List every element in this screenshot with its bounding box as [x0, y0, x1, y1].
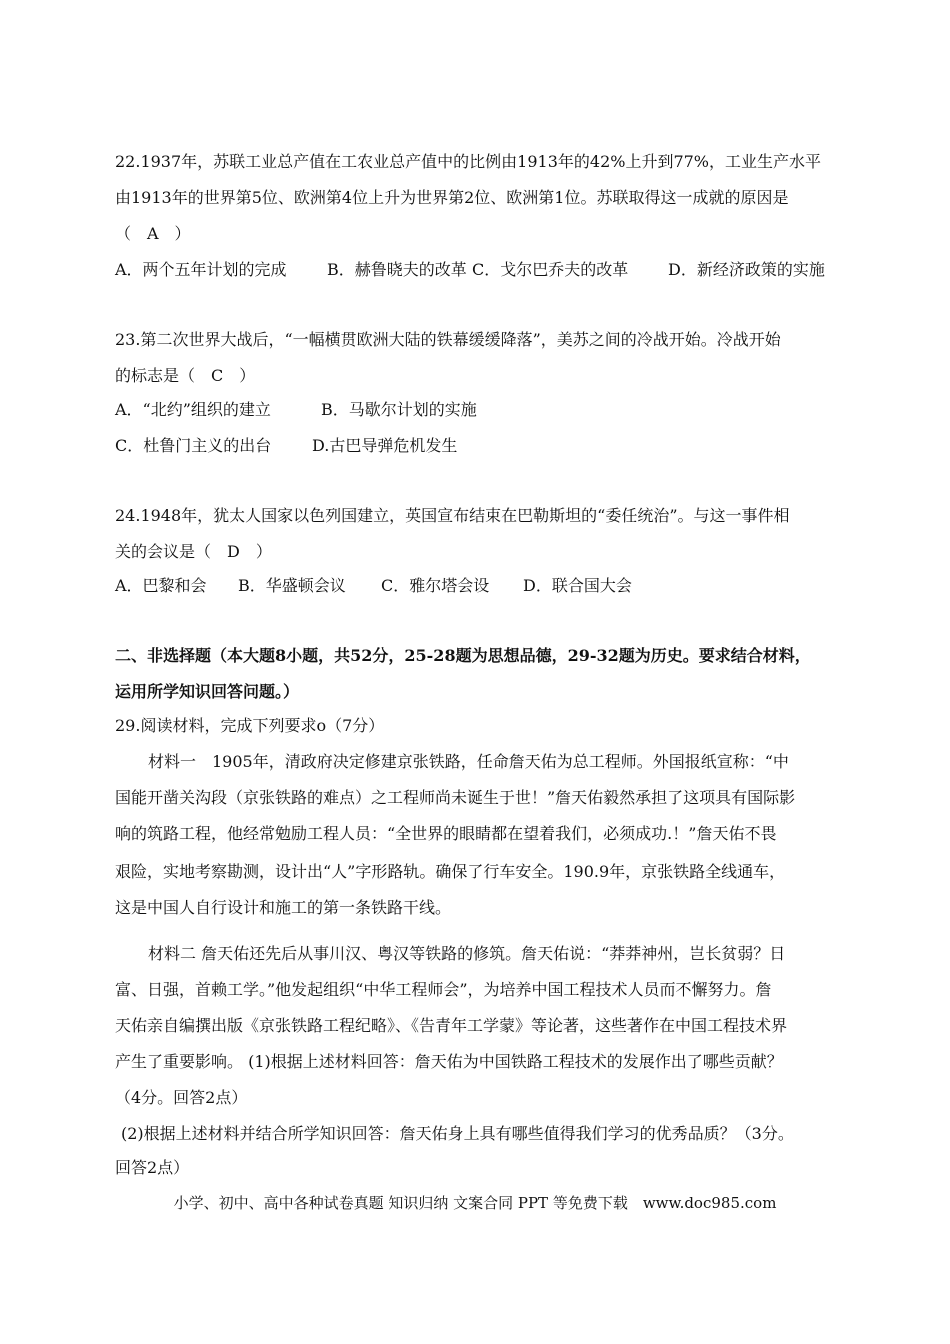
page-footer: 小学、初中、高中各种试卷真题 知识归纳 文案合同 PPT 等免费下载 www.doc985.com: [173, 1194, 777, 1212]
q29-material2-line3: 天佑亲自编撰出版《京张铁路工程纪略》、《告青年工学蒙》等论著，这些著作在中国工程技术界: [115, 1016, 788, 1035]
q23-option-d: D.古巴导弹危机发生: [312, 436, 458, 455]
q29-material1-line3: 响的筑路工程，他经常勉励工程人员：“全世界的眼睛都在望着我们，必须成功.！”詹天佑不畏: [115, 824, 777, 843]
q22-option-a: A．两个五年计划的完成: [115, 260, 287, 279]
q29-material1-line4: 艰险，实地考察勘测，设计出“人”字形路轨。确保了行车安全。190.9年，京张铁路全线通车，: [115, 862, 786, 881]
q23-line2: 的标志是（ C ）: [115, 366, 256, 385]
section2-heading-line1: 二、非选择题（本大题8小题，共52分，25-28题为思想品德，29-32题为历史。要求结合材料，: [115, 646, 811, 665]
q23-option-c: C．杜鲁门主义的出台: [115, 436, 272, 455]
q24-line1: 24.1948年，犹太人国家以色列国建立，英国宣布结束在巴勒斯坦的“委任统治”。与这一事件相: [115, 506, 790, 525]
q22-options: [115, 260, 825, 280]
q29-material1-line2: 国能开凿关沟段（京张铁路的难点）之工程师尚未诞生于世！”詹天佑毅然承担了这项具有国际影: [115, 788, 796, 807]
q23-options-row2: [115, 436, 457, 456]
q29-material1-line1: 材料一 1905年，清政府决定修建京张铁路，任命詹天佑为总工程师。外国报纸宣称：“中: [148, 752, 789, 771]
q29-material2-line5: （4分。回答2点）: [115, 1088, 248, 1107]
q22-option-d: D．新经济政策的实施: [668, 260, 825, 279]
q23-option-a: A．“北约”组织的建立: [115, 400, 271, 419]
q23-option-b: B．马歇尔计划的实施: [321, 400, 477, 419]
q23-options-row1: [115, 400, 477, 420]
q22-answer: （ A ）: [115, 224, 191, 243]
q24-options: [115, 576, 632, 596]
q29-subquestion2-line1: (2)根据上述材料并结合所学知识回答：詹天佑身上具有哪些值得我们学习的优秀品质？（3分。: [121, 1124, 794, 1143]
q23-line1: 23.第二次世界大战后，“一幅横贯欧洲大陆的铁幕缓缓降落”，美苏之间的冷战开始。冷战开始: [115, 330, 781, 349]
q29-material2-line2: 富、日强，首赖工学。”他发起组织“中华工程师会”，为培养中国工程技术人员而不懈努力。詹: [115, 980, 772, 999]
q29-material2-line1: 材料二 詹天佑还先后从事川汉、粤汉等铁路的修筑。詹天佑说：“莽莽神州，岂长贫弱？日: [148, 944, 786, 963]
q29-title: 29.阅读材料，完成下列要求o（7分）: [115, 716, 385, 735]
q22-line1: 22.1937年，苏联工业总产值在工农业总产值中的比例由1913年的42%上升到77%，工业生产水平: [115, 152, 822, 171]
q24-option-b: B．华盛顿会议: [238, 576, 346, 595]
q29-material2-line4: 产生了重要影响。 (1)根据上述材料回答：詹天佑为中国铁路工程技术的发展作出了哪些贡献？: [115, 1052, 783, 1071]
q24-option-d: D．联合国大会: [523, 576, 632, 595]
q24-option-a: A．巴黎和会: [115, 576, 207, 595]
q24-line2: 关的会议是（ D ）: [115, 542, 272, 561]
q29-material1-line5: 这是中国人自行设计和施工的第一条铁路干线。: [115, 898, 452, 917]
q22-option-b: B．赫鲁晓夫的改革: [327, 260, 467, 279]
q24-option-c: C．雅尔塔会设: [381, 576, 490, 595]
q29-subquestion2-line2: 回答2点）: [115, 1158, 190, 1177]
q22-option-c: C．戈尔巴乔夫的改革: [472, 260, 629, 279]
q22-line2: 由1913年的世界第5位、欧洲第4位上升为世界第2位、欧洲第1位。苏联取得这一成就的原因是: [115, 188, 789, 207]
section2-heading-line2: 运用所学知识回答问题。）: [115, 682, 300, 701]
